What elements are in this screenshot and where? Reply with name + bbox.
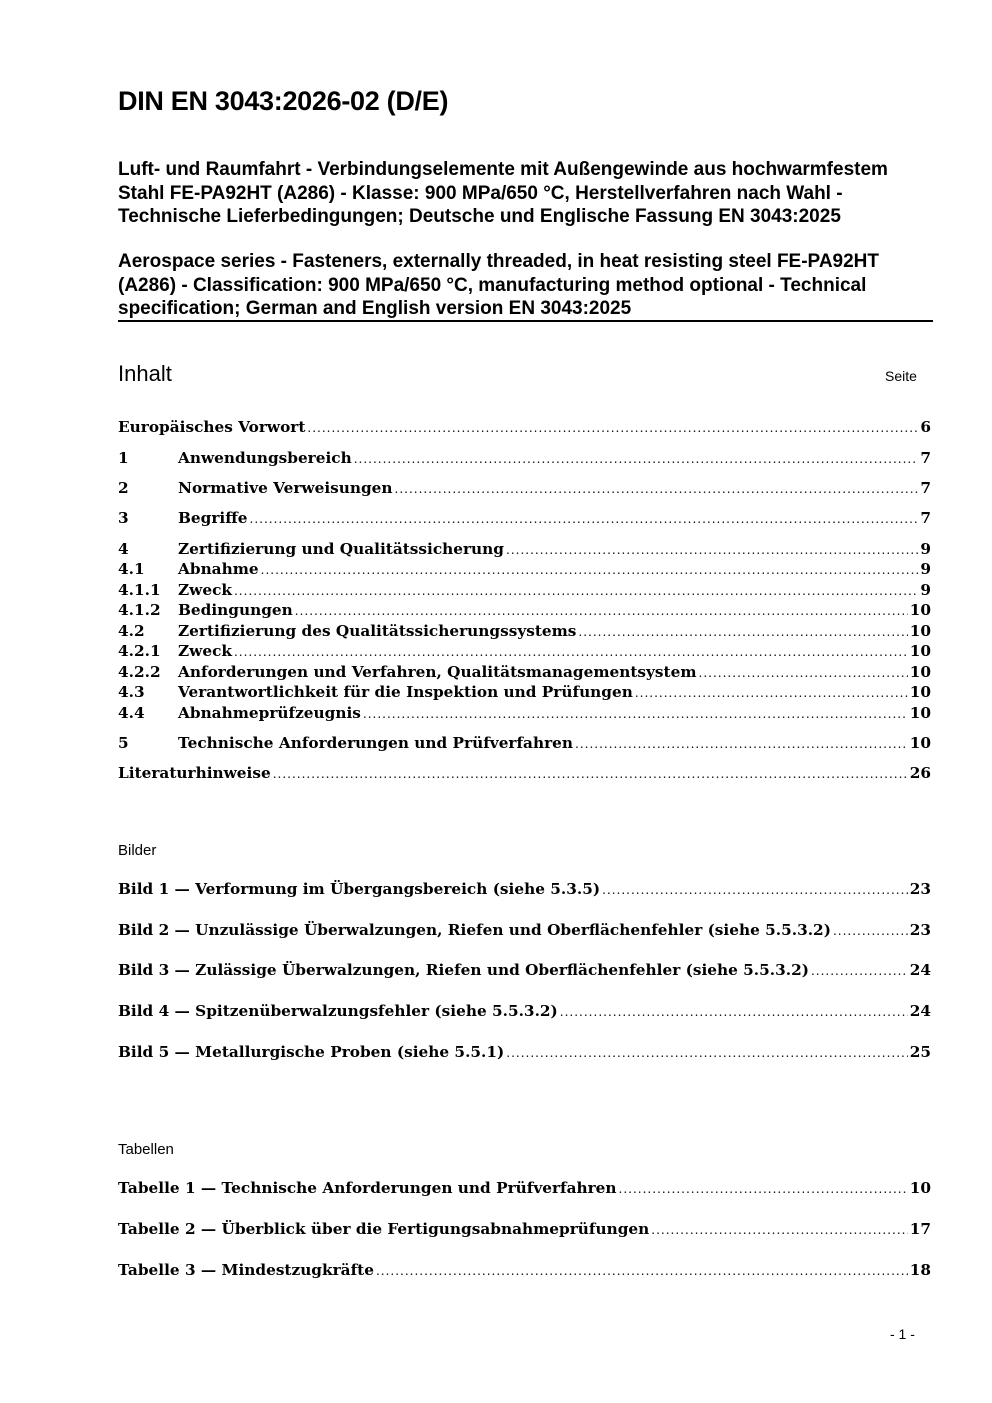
toc-entry-number: 4.1 bbox=[118, 560, 145, 578]
toc-entry-title: Literaturhinweise bbox=[118, 764, 271, 782]
figure-entry-title: Bild 4 — Spitzenüberwalzungsfehler (siehe 5.5.3.2) bbox=[118, 1002, 558, 1020]
toc-entry[interactable] bbox=[118, 600, 931, 620]
subtitle-german: Luft- und Raumfahrt - Verbindungselemente mit Außengewinde aus hochwarmfestem Stahl FE-PA92HT (A286) - Klasse: 900 MPa/650 °C, Herstellverfahren nach Wahl - Technische Lieferbedingungen; Deutsche und Englische Fassung EN 3043:2025 bbox=[118, 159, 888, 227]
toc-entry-number: 1 bbox=[118, 449, 129, 467]
toc-entry[interactable] bbox=[118, 559, 931, 579]
toc-entry-page: 10 bbox=[909, 601, 931, 619]
toc-entry-page: 9 bbox=[920, 581, 931, 599]
table-entry-title: Tabelle 3 — Mindestzugkräfte bbox=[118, 1261, 374, 1279]
table-entry[interactable] bbox=[118, 1219, 931, 1239]
figure-entry-page: 24 bbox=[909, 1002, 931, 1020]
toc-entry-title: Zertifizierung des Qualitätssicherungssystems bbox=[178, 622, 577, 640]
toc-entry-title: Zweck bbox=[178, 642, 232, 660]
table-entry[interactable] bbox=[118, 1260, 931, 1280]
table-entry-title: Tabelle 1 — Technische Anforderungen und Prüfverfahren bbox=[118, 1179, 617, 1197]
figure-entry-page: 24 bbox=[909, 961, 931, 979]
toc-entry-page: 10 bbox=[909, 683, 931, 701]
toc-entry-title: Zweck bbox=[178, 581, 232, 599]
table-entry-page: 18 bbox=[909, 1261, 931, 1279]
toc-entry[interactable] bbox=[118, 641, 931, 661]
figure-entry-title: Bild 2 — Unzulässige Überwalzungen, Riefen und Oberflächenfehler (siehe 5.5.3.2) bbox=[118, 921, 831, 939]
toc-entry-number: 4.2 bbox=[118, 622, 145, 640]
figure-entry-page: 23 bbox=[909, 921, 931, 939]
toc-entry[interactable] bbox=[118, 621, 931, 641]
table-entry-page: 10 bbox=[909, 1179, 931, 1197]
toc-entry-page: 9 bbox=[920, 560, 931, 578]
toc-entry-number: 4.1.1 bbox=[118, 581, 161, 599]
toc-entry[interactable] bbox=[118, 539, 931, 559]
figure-entry-page: 23 bbox=[909, 880, 931, 898]
table-entry-page: 17 bbox=[909, 1220, 931, 1238]
toc-entry-page: 10 bbox=[909, 704, 931, 722]
figure-entry[interactable] bbox=[118, 879, 931, 899]
toc-entry-title: Anforderungen und Verfahren, Qualitätsmanagementsystem bbox=[178, 663, 697, 681]
subtitle-english: Aerospace series - Fasteners, externally threaded, in heat resisting steel FE-PA92HT (A286) - Classification: 900 MPa/650 °C, manufacturing method optional - Technical specification; German and English version EN 3043:2025 bbox=[118, 251, 880, 319]
toc-entry-number: 2 bbox=[118, 479, 129, 497]
toc-entry[interactable] bbox=[118, 478, 931, 498]
title-divider bbox=[118, 320, 933, 322]
toc-entry-page: 7 bbox=[920, 479, 931, 497]
toc-entry-title: Europäisches Vorwort bbox=[118, 418, 306, 436]
toc-entry-number: 4.1.2 bbox=[118, 601, 161, 619]
toc-entry-title: Verantwortlichkeit für die Inspektion und Prüfungen bbox=[178, 683, 633, 701]
toc-entry-page: 10 bbox=[909, 642, 931, 660]
toc-entry-title: Normative Verweisungen bbox=[178, 479, 393, 497]
toc-entry-page: 26 bbox=[909, 764, 931, 782]
toc-entry-number: 5 bbox=[118, 734, 129, 752]
figure-entry-title: Bild 3 — Zulässige Überwalzungen, Riefen und Oberflächenfehler (siehe 5.5.3.2) bbox=[118, 961, 809, 979]
toc-entry-page: 10 bbox=[909, 663, 931, 681]
toc-entry[interactable] bbox=[118, 448, 931, 468]
toc-entry[interactable] bbox=[118, 508, 931, 528]
toc-entry[interactable] bbox=[118, 662, 931, 682]
toc-entry-title: Bedingungen bbox=[178, 601, 293, 619]
toc-entry-page: 7 bbox=[920, 509, 931, 527]
toc-entry-number: 4 bbox=[118, 540, 129, 558]
tables-list-label: Tabellen bbox=[118, 1141, 174, 1158]
toc-entry-page: 7 bbox=[920, 449, 931, 467]
figures-list-label: Bilder bbox=[118, 842, 157, 859]
toc-entry[interactable] bbox=[118, 682, 931, 702]
toc-entry-title: Abnahmeprüfzeugnis bbox=[178, 704, 361, 722]
figure-entry[interactable] bbox=[118, 1001, 931, 1021]
toc-entry-title: Begriffe bbox=[178, 509, 248, 527]
figure-entry[interactable] bbox=[118, 920, 931, 940]
toc-entry-number: 4.4 bbox=[118, 704, 145, 722]
toc-entry[interactable] bbox=[118, 417, 931, 437]
toc-entry-title: Technische Anforderungen und Prüfverfahren bbox=[178, 734, 574, 752]
toc-entry-number: 4.3 bbox=[118, 683, 145, 701]
toc-entry[interactable] bbox=[118, 580, 931, 600]
toc-entry[interactable] bbox=[118, 703, 931, 723]
toc-entry-page: 9 bbox=[920, 540, 931, 558]
toc-entry-number: 4.2.1 bbox=[118, 642, 161, 660]
toc-entry-title: Abnahme bbox=[178, 560, 259, 578]
toc-entry-page: 10 bbox=[909, 622, 931, 640]
toc-entry[interactable] bbox=[118, 733, 931, 753]
figure-entry-page: 25 bbox=[909, 1043, 931, 1061]
page-number: - 1 - bbox=[890, 1326, 915, 1342]
figure-entry[interactable] bbox=[118, 1042, 931, 1062]
document-title: DIN EN 3043:2026-02 (D/E) bbox=[118, 86, 449, 116]
toc-entry-number: 4.2.2 bbox=[118, 663, 161, 681]
toc-entry-title: Anwendungsbereich bbox=[178, 449, 352, 467]
table-entry[interactable] bbox=[118, 1178, 931, 1198]
toc-entry-title: Zertifizierung und Qualitätssicherung bbox=[178, 540, 504, 558]
toc-entry-page: 6 bbox=[920, 418, 931, 436]
toc-entry[interactable] bbox=[118, 763, 931, 783]
toc-heading: Inhalt bbox=[118, 361, 172, 386]
toc-entry-page: 10 bbox=[909, 734, 931, 752]
toc-page-column-label: Seite bbox=[885, 368, 917, 384]
table-entry-title: Tabelle 2 — Überblick über die Fertigungsabnahmeprüfungen bbox=[118, 1220, 650, 1238]
figure-entry[interactable] bbox=[118, 960, 931, 980]
figure-entry-title: Bild 1 — Verformung im Übergangsbereich (siehe 5.3.5) bbox=[118, 880, 601, 898]
figure-entry-title: Bild 5 — Metallurgische Proben (siehe 5.5.1) bbox=[118, 1043, 505, 1061]
toc-entry-number: 3 bbox=[118, 509, 129, 527]
